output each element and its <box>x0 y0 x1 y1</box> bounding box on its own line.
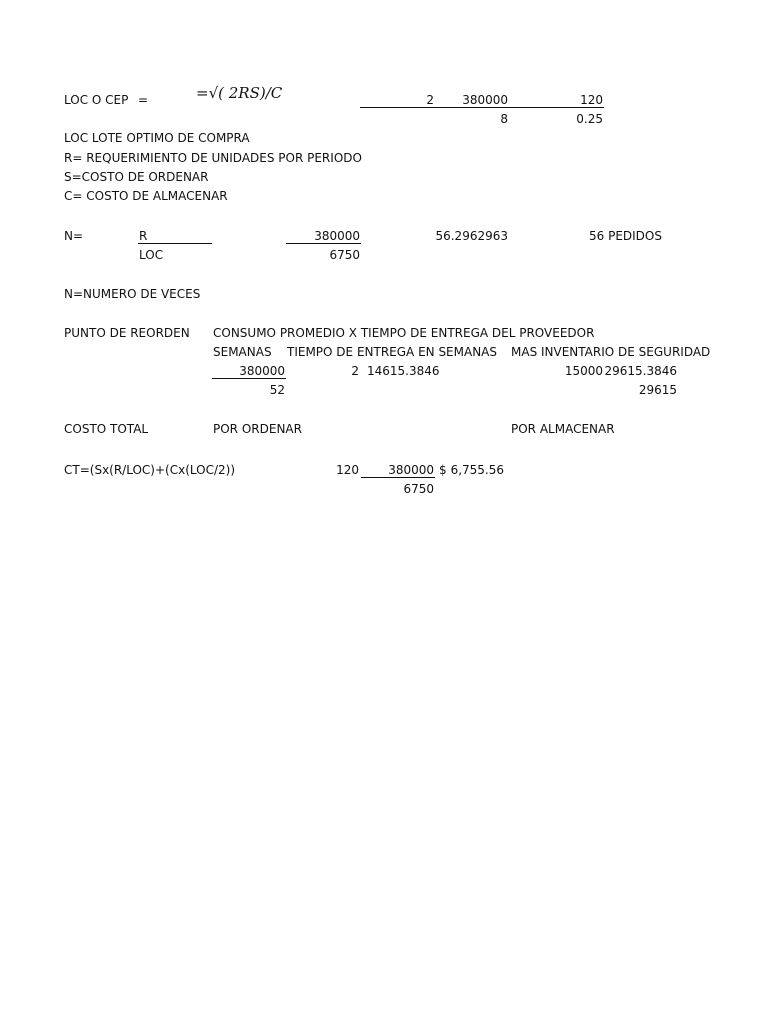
total-cost-fraction-line <box>361 477 435 478</box>
definition-c: C= COSTO DE ALMACENAR <box>64 189 228 203</box>
reorder-safety-stock: 15000 <box>564 364 603 378</box>
definition-loc: LOC LOTE OPTIMO DE COMPRA <box>64 131 250 145</box>
eoq-numerator-2: 2 <box>426 93 434 107</box>
n-result: 56.2962963 <box>435 229 508 243</box>
total-cost-por-ordenar: POR ORDENAR <box>213 422 302 436</box>
total-cost-loc-value: 6750 <box>403 482 434 496</box>
total-cost-por-almacenar: POR ALMACENAR <box>511 422 615 436</box>
n-r-symbol: R <box>139 229 148 243</box>
reorder-consumo: 380000 <box>239 364 285 378</box>
total-cost-label: COSTO TOTAL <box>64 422 149 436</box>
n-value-fraction-line <box>286 243 361 244</box>
n-label: N= <box>64 229 84 243</box>
reorder-label: PUNTO DE REORDEN <box>64 326 190 340</box>
n-r-value: 380000 <box>314 229 360 243</box>
total-cost-currency: $ <box>439 463 447 477</box>
reorder-weeks-value: 2 <box>351 364 359 378</box>
eoq-numerator-r: 380000 <box>462 93 508 107</box>
reorder-product: 14615.3846 <box>367 364 440 378</box>
definition-s: S=COSTO DE ORDENAR <box>64 170 209 184</box>
reorder-semanas-header: SEMANAS <box>213 345 272 359</box>
reorder-rounded-total: 29615 <box>638 383 677 397</box>
n-description: N=NUMERO DE VECES <box>64 287 201 301</box>
n-loc-symbol: LOC <box>139 248 164 262</box>
reorder-weeks-per-year: 52 <box>269 383 285 397</box>
eoq-denominator-8: 8 <box>500 112 508 126</box>
total-cost-s-value: 120 <box>336 463 359 477</box>
eoq-formula: =√( 2RS)/C <box>196 84 283 102</box>
total-cost-result: 6,755.56 <box>450 463 504 477</box>
n-pedidos: 56 PEDIDOS <box>589 229 662 243</box>
eoq-fraction-line <box>360 107 604 108</box>
eoq-numerator-s: 120 <box>580 93 603 107</box>
eoq-label: LOC O CEP <box>64 93 129 107</box>
reorder-tiempo-header: TIEMPO DE ENTREGA EN SEMANAS <box>287 345 498 359</box>
definition-r: R= REQUERIMIENTO DE UNIDADES POR PERIODO <box>64 151 362 165</box>
reorder-fraction-line <box>212 378 286 379</box>
total-cost-r-value: 380000 <box>388 463 434 477</box>
n-symbol-fraction-line <box>138 243 212 244</box>
reorder-seguridad-header: MAS INVENTARIO DE SEGURIDAD <box>511 345 711 359</box>
total-cost-formula: CT=(Sx(R/LOC)+(Cx(LOC/2)) <box>64 463 236 477</box>
reorder-total: 29615.3846 <box>604 364 677 378</box>
reorder-description: CONSUMO PROMEDIO X TIEMPO DE ENTREGA DEL PROVEEDOR <box>213 326 595 340</box>
eoq-denominator-c: 0.25 <box>576 112 603 126</box>
eoq-equals: = <box>138 93 149 107</box>
n-loc-value: 6750 <box>329 248 360 262</box>
